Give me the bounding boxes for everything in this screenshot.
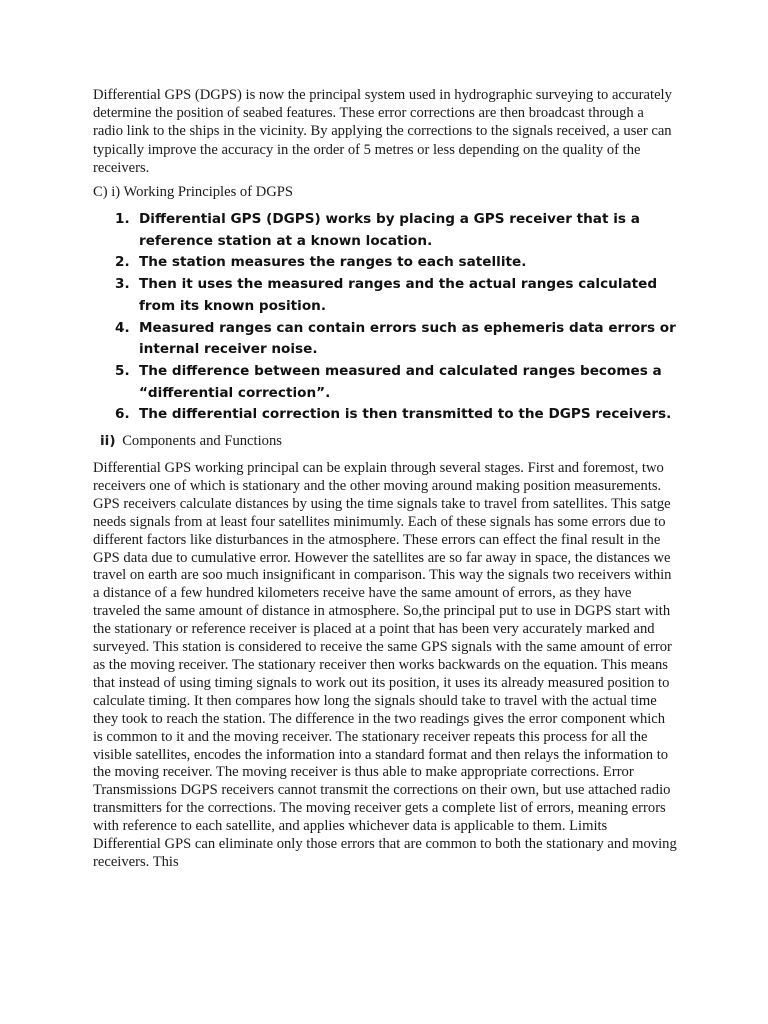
list-item-text: The difference between measured and calculated ranges becomes a “differential correction”. [139,362,662,401]
working-principles-list [93,209,677,426]
list-item [93,404,677,426]
list-item [93,274,677,317]
list-item-text: Then it uses the measured ranges and the actual ranges calculated from its known position. [139,276,658,314]
subsection-heading [93,432,677,450]
subsection-title: Components and Functions [122,433,282,450]
list-item [93,209,677,252]
list-item-text: Measured ranges can contain errors such as ephemeris data errors or internal receiver noise. [139,319,676,358]
subsection-roman-numeral: ii) [100,433,116,450]
list-item-number: 4. [115,319,130,336]
list-item [93,252,677,274]
list-item-text: Differential GPS (DGPS) works by placing a GPS receiver that is a reference station at a known location. [139,211,640,249]
list-item-number: 3. [115,276,130,293]
list-item [93,318,677,361]
intro-paragraph: Differential GPS (DGPS) is now the principal system used in hydrographic surveying to accurately determine the position of seabed features. These error corrections are then broadcast through a radio link to the ships in the vicinity. By applying the corrections to the signals received, a user can typically improve the accuracy in the order of 5 metres or less depending on the quality of the receivers. [93,87,672,176]
document-page [93,86,677,872]
body-paragraph: Differential GPS working principal can be explain through several stages. First and foremost, two receivers one of which is stationary and the other moving around making position measurements. GPS receivers calculate distances by using the time signals take to travel from satellites. This satge needs signals from at least four satellites minimumly. Each of these signals has some errors due to different factors like disturbances in the atmosphere. These errors can effect the final result in the GPS data due to cumulative error. However the satellites are so far away in space, the distances we travel on earth are soo much insignificant in comparison. This way the signals two receivers within a distance of a few hundred kilometers receive have the same amount of errors, as they have traveled the same amount of distance in atmosphere. So,the principal put to use in DGPS start with the stationary or reference receiver is placed at a point that has been very accurately marked and surveyed. This station is considered to receive the same GPS signals with the same amount of error as the moving receiver. The stationary receiver then works backwards on the equation. This means that instead of using timing signals to work out its position, it uses its already measured position to calculate timing. It then compares how long the signals should take to travel with the actual time they took to reach the station. The difference in the two readings gives the error component which is common to it and the moving receiver. The stationary receiver repeats this process for all the visible satellites, encodes the information into a standard format and then relays the information to the moving receiver. The moving receiver is thus able to make appropriate corrections. Error Transmissions DGPS receivers cannot transmit the corrections on their own, but use attached radio transmitters for the corrections. The moving receiver gets a complete list of errors, meaning errors with reference to each satellite, and applies whichever data is applicable to them. Limits Differential GPS can eliminate only those errors that are common to both the stationary and moving receivers. This [93,460,677,870]
list-item-number: 1. [115,211,130,228]
list-item-number: 6. [115,406,130,423]
list-item-number: 2. [115,254,130,271]
list-item-number: 5. [115,362,130,379]
list-item-text: The differential correction is then transmitted to the DGPS receivers. [139,406,672,423]
section-heading: C) i) Working Principles of DGPS [93,184,294,201]
list-item [93,361,677,404]
list-item-text: The station measures the ranges to each satellite. [139,254,527,271]
